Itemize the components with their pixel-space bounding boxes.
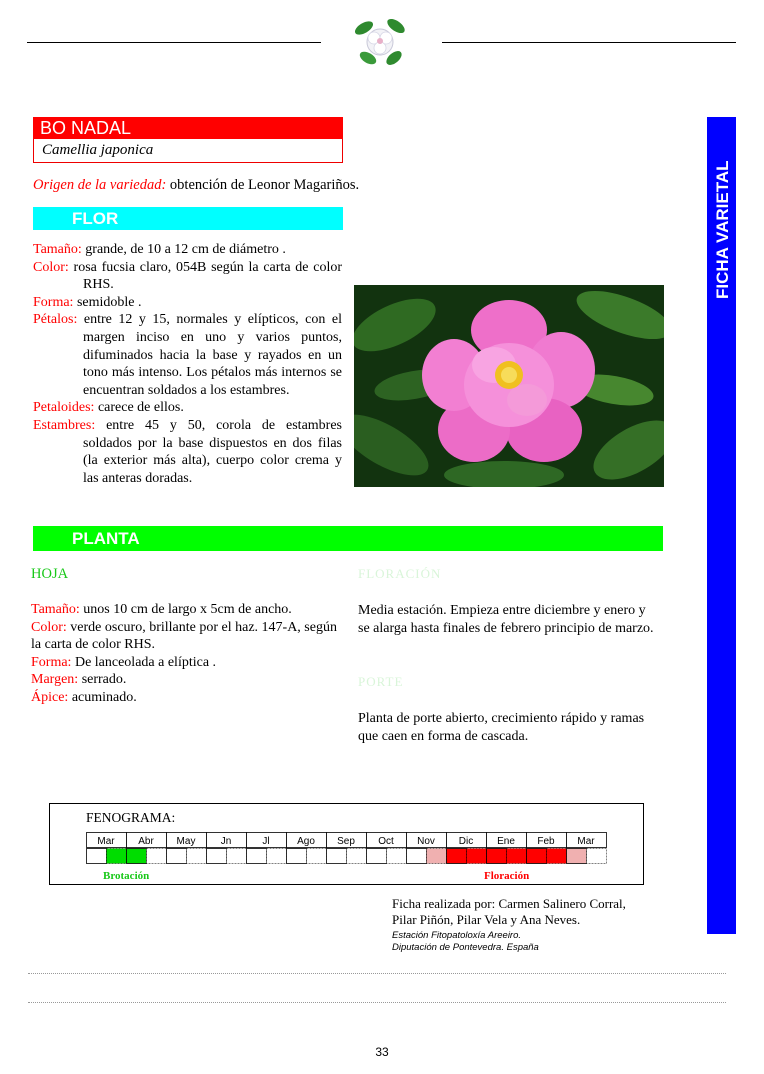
hoja-forma-label: Forma:	[31, 654, 72, 670]
hoja-description	[31, 601, 343, 707]
month-label: Feb	[537, 836, 555, 847]
month-label: Jl	[262, 836, 270, 847]
fenograma-cell-red	[507, 849, 527, 864]
page-number: 33	[375, 1045, 389, 1059]
header-rule-left	[27, 42, 321, 43]
variety-title: BO NADAL	[40, 118, 132, 138]
fenograma-cell-green	[107, 849, 127, 864]
flor-color-value: rosa fucsia claro, 054B según la carta de color RHS.	[73, 259, 342, 293]
flor-estambres	[33, 417, 342, 487]
flor-tamano-label: Tamaño:	[33, 242, 82, 257]
origin-value: obtención de Leonor Magariños.	[169, 177, 360, 193]
camellia-flower-photo	[354, 285, 664, 487]
credits-line-2: Pilar Piñón, Pilar Vela y Ana Neves.	[392, 912, 581, 927]
flor-estambres-label: Estambres:	[33, 417, 96, 433]
month-label: Mar	[97, 836, 115, 847]
fenograma-cell-red	[467, 849, 487, 864]
fenograma-cell-white	[307, 849, 327, 864]
fenograma-cell-white	[167, 849, 187, 864]
hoja-heading: HOJA	[31, 566, 69, 582]
flor-tamano	[33, 241, 342, 259]
fenograma-cell-red	[547, 849, 567, 864]
flor-petaloides-value: carece de ellos.	[97, 400, 184, 416]
hoja-margen-value: serrado.	[81, 672, 127, 688]
fenograma-cell-hatch	[427, 849, 447, 864]
flor-forma-label: Forma:	[33, 294, 74, 310]
month-label: Ago	[297, 836, 315, 847]
hoja-tamano-value: unos 10 cm de largo x 5cm de ancho.	[83, 602, 292, 617]
hoja-color-label: Color:	[31, 619, 67, 635]
floracion-text: Media estación. Empieza entre diciembre y enero y se alarga hasta finales de febrero principio de marzo.	[358, 603, 654, 636]
fenograma-cell-white	[387, 849, 407, 864]
hoja-forma-value: De lanceolada a elíptica .	[74, 654, 217, 670]
fenograma-title: FENOGRAMA:	[86, 810, 176, 825]
month-label: Jn	[220, 836, 232, 847]
flor-color-label: Color:	[33, 259, 69, 275]
fenograma-grid	[86, 832, 610, 866]
credits-institution-2: Diputación de Pontevedra. España	[392, 942, 539, 953]
hoja-color	[31, 619, 343, 654]
fenograma-cell-white	[207, 849, 227, 864]
fenograma-cell-white	[327, 849, 347, 864]
credits-institution-1: Estación Fitopatoloxía Areeiro.	[392, 930, 522, 941]
hoja-forma	[31, 654, 343, 672]
month-label: Sep	[337, 836, 355, 847]
flor-heading: FLOR	[72, 209, 119, 228]
month-label: Ene	[497, 836, 515, 847]
hoja-color-value: verde oscuro, brillante por el haz. 147-A, según la carta de color RHS.	[31, 619, 337, 653]
flor-tamano-value: grande, de 10 a 12 cm de diámetro .	[85, 242, 286, 257]
hoja-apice-label: Ápice:	[31, 689, 69, 705]
floracion-label: Floración	[484, 870, 530, 882]
fenograma-cell-white	[267, 849, 287, 864]
fenograma-cell-white	[367, 849, 387, 864]
fenograma-cell-white	[147, 849, 167, 864]
fenograma-cell-white	[347, 849, 367, 864]
month-label: Oct	[378, 836, 394, 847]
hoja-apice	[31, 689, 343, 707]
fenograma-cell-white	[587, 849, 607, 864]
side-label	[707, 117, 736, 307]
origin-label: Origen de la variedad:	[33, 177, 167, 193]
month-label: Abr	[138, 836, 154, 847]
fenograma-cell-green	[127, 849, 147, 864]
fenograma-cell-white	[187, 849, 207, 864]
header-flower-icon	[352, 14, 408, 70]
hoja-margen-label: Margen:	[31, 672, 79, 688]
fenograma-cell-white	[87, 849, 107, 864]
porte-text: Planta de porte abierto, crecimiento rápido y ramas que caen en forma de cascada.	[358, 711, 645, 744]
hoja-margen	[31, 671, 343, 689]
flor-color	[33, 259, 342, 294]
porte-heading: PORTE	[358, 674, 404, 689]
flor-forma-value: semidoble .	[76, 294, 142, 310]
hoja-tamano-label: Tamaño:	[31, 602, 80, 617]
fenograma-cell-hatch	[567, 849, 587, 864]
planta-heading: PLANTA	[72, 529, 140, 548]
month-label: Nov	[417, 836, 435, 847]
brotacion-label: Brotación	[103, 870, 150, 882]
fenograma-cell-white	[247, 849, 267, 864]
side-label-text: FICHA VARIETAL	[713, 160, 732, 299]
origin-line	[33, 177, 359, 194]
footer-rule-1	[28, 973, 726, 974]
flor-petalos	[33, 311, 342, 399]
species-name: Camellia japonica	[42, 142, 154, 158]
flor-forma	[33, 294, 342, 312]
fenograma-cell-white	[407, 849, 427, 864]
hoja-apice-value: acuminado.	[71, 689, 137, 705]
credits-line-1: Ficha realizada por: Carmen Salinero Corral,	[392, 896, 626, 911]
hoja-tamano	[31, 601, 343, 619]
fenograma-cell-white	[287, 849, 307, 864]
footer-rule-2	[28, 1002, 726, 1003]
flor-description	[33, 241, 342, 487]
fenograma-cell-red	[447, 849, 467, 864]
flor-petaloides	[33, 399, 342, 417]
flor-petaloides-label: Petaloides:	[33, 400, 95, 416]
flor-petalos-value: entre 12 y 15, normales y elípticos, con el margen inciso en uno y varios puntos, difuminados hacia la base y rayados en un tono más intenso. Los pétalos más internos se encuentran soldados a los estambres.	[83, 312, 342, 398]
flor-petalos-label: Pétalos:	[33, 312, 78, 328]
header-rule-right	[442, 42, 736, 43]
credits	[392, 896, 626, 954]
fenograma-cell-red	[527, 849, 547, 864]
month-label: Mar	[577, 836, 595, 847]
floracion-heading: FLORACIÓN	[358, 566, 442, 581]
month-label: May	[176, 836, 196, 847]
fenograma-cell-red	[487, 849, 507, 864]
month-label: Dic	[458, 836, 474, 847]
flor-estambres-value: entre 45 y 50, corola de estambres soldados por la base dispuestos en dos filas (la exterior más alta), cuerpo color crema y las anteras doradas.	[83, 417, 342, 486]
fenograma-cell-white	[227, 849, 247, 864]
